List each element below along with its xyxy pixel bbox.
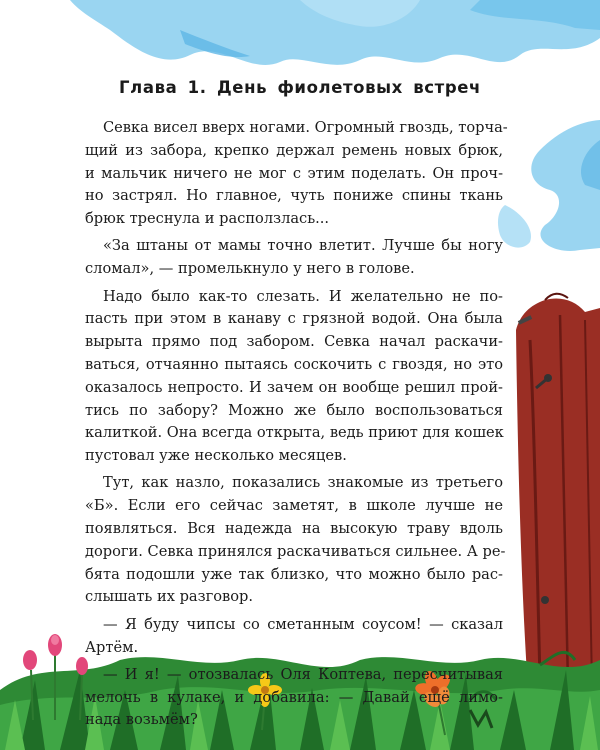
text-line: — Я буду чипсы со сметанным соусом! — сказал [103,615,503,633]
text-line: Надо было как-то слезать. И желательно не по- [103,287,503,305]
text-line: брюк треснула и расползлась... [85,210,330,228]
text-line: «За штаны от мамы точно влетит. Лучше бы ногу [103,237,503,255]
text-line: сломал», — промелькнуло у него в голове. [85,260,415,278]
text-line: появляться. Вся надежда на высокую траву вдоль [85,520,503,538]
text-line: «Б». Если его сейчас заметят, в школе лучше не [85,497,503,515]
text-line: вырыта прямо под забором. Севка начал раскачи- [85,333,503,351]
text-line: дороги. Севка принялся раскачиваться сильнее. А ре- [85,542,506,560]
text-line: пасть при этом в канаву с грязной водой. Она была [85,310,503,328]
text-line: калиткой. Она всегда открыта, ведь приют для кошек [85,424,504,442]
text-line: — И я! — отозвалась Оля Коптева, пересчитывая [103,665,503,683]
text-line: но застрял. Но главное, чуть пониже спины ткань [85,187,503,205]
chapter-title: Глава 1. День фиолетовых встреч [119,78,481,97]
text-line: Артём. [85,638,139,656]
text-line: ваться, отчаянно пытаясь соскочить с гвоздя, но это [85,355,503,373]
text-line: Севка висел вверх ногами. Огромный гвоздь, торча- [103,119,508,136]
text-line: слышать их разговор. [85,588,253,606]
text-line: тись по забору? Можно же было воспользоваться [85,401,503,419]
text-line: оказалось непросто. И зачем он вообще решил прой- [85,378,503,396]
text-line: бята подошли уже так близко, что можно было рас- [85,565,503,583]
text-line: Тут, как назло, показались знакомые из третьего [103,474,503,492]
text-line: мелочь в кулаке, и добавила: — Давай ещё лимо- [85,688,503,706]
text-line: нада возьмём? [85,711,198,729]
fence-post-illustration [516,294,600,690]
text-line: пустовал уже несколько месяцев. [85,447,347,465]
text-line: и мальчик ничего не мог с этим поделать. Он проч- [85,164,503,182]
text-line: щий из забора, крепко держал ремень новых брюк, [85,141,503,159]
story-text [85,117,508,732]
